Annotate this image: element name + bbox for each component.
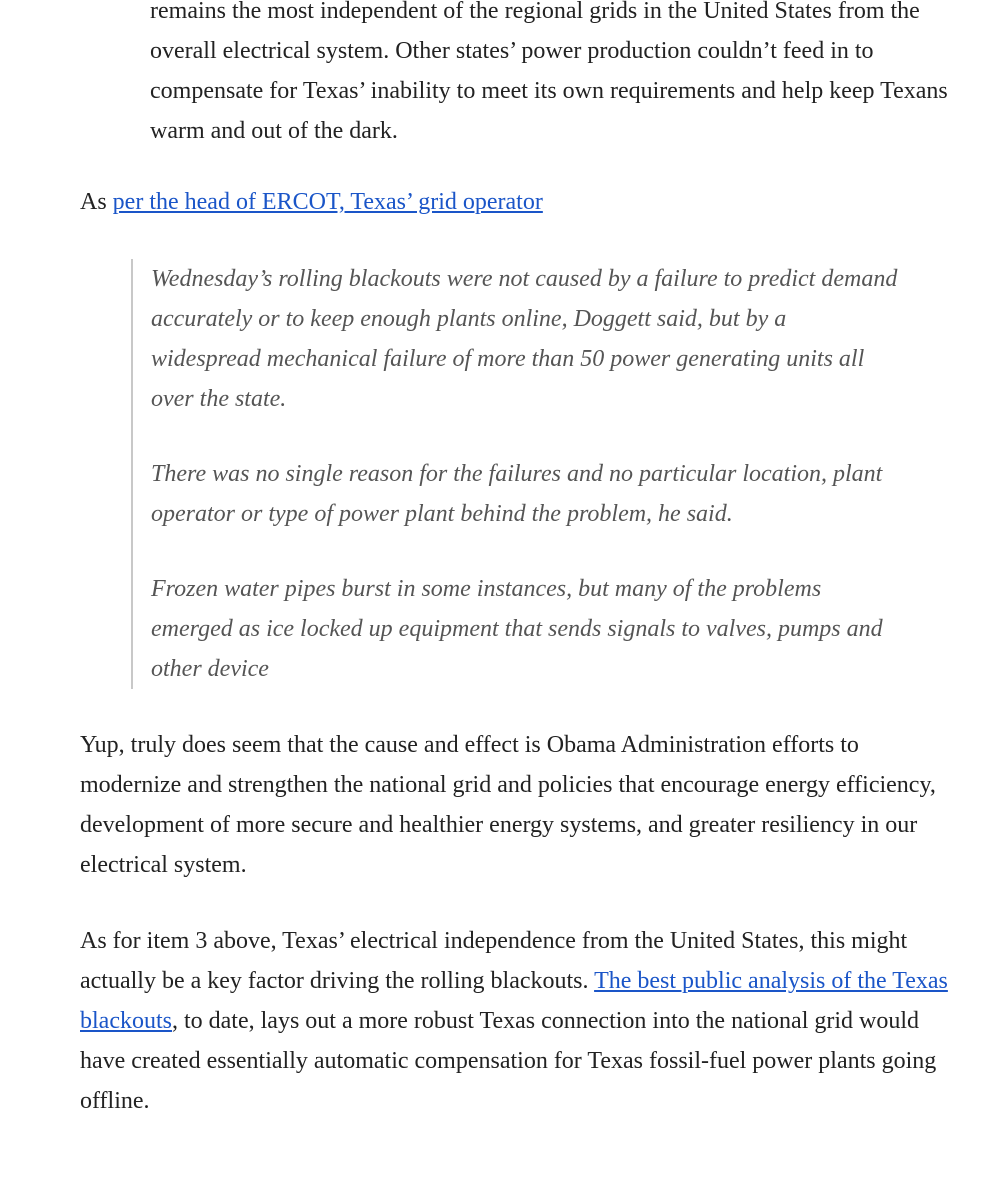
quote-intro-text: As [80,189,113,215]
commentary-paragraph: Yup, truly does seem that the cause and effect is Obama Administration efforts to modernize and strengthen the national grid and policies that encourage energy efficiency, development of more secure and healthier energy systems, and greater resiliency in our electrical system. [80,732,936,878]
blackout-analysis-link[interactable]: The best public analysis of the Texas blackouts [80,968,948,1034]
item3-text-after: , to date, lays out a more robust Texas connection into the national grid would have created essentially automatic compensation for Texas fossil-fuel power plants going offline. [80,1008,937,1114]
ercot-head-link[interactable]: per the head of ERCOT, Texas’ grid operator [112,189,543,215]
quote-paragraph-3: Frozen water pipes burst in some instances, but many of the problems emerged as ice locked up equipment that sends signals to valves, pumps and other device [151,576,883,682]
item3-text-before: As for item 3 above, Texas’ electrical independence from the United States, this might actually be a key factor driving the rolling blackouts. [80,928,908,994]
blockquote [131,259,901,689]
indented-paragraph: remains the most independent of the regional grids in the United States from the overall electrical system. Other states’ power production couldn’t feed in to compensate for Texas’ inability to meet its own requirements and help keep Texans warm and out of the dark. [150,0,948,144]
quote-paragraph-2: There was no single reason for the failures and no particular location, plant operator or type of power plant behind the problem, he said. [151,461,883,527]
quote-intro-paragraph [80,182,960,222]
quote-paragraph-1: Wednesday’s rolling blackouts were not caused by a failure to predict demand accurately or to keep enough plants online, Doggett said, but by a widespread mechanical failure of more than 50 power generating units all over the state. [151,266,898,412]
item3-paragraph [80,921,960,1121]
article-body [80,0,960,1121]
